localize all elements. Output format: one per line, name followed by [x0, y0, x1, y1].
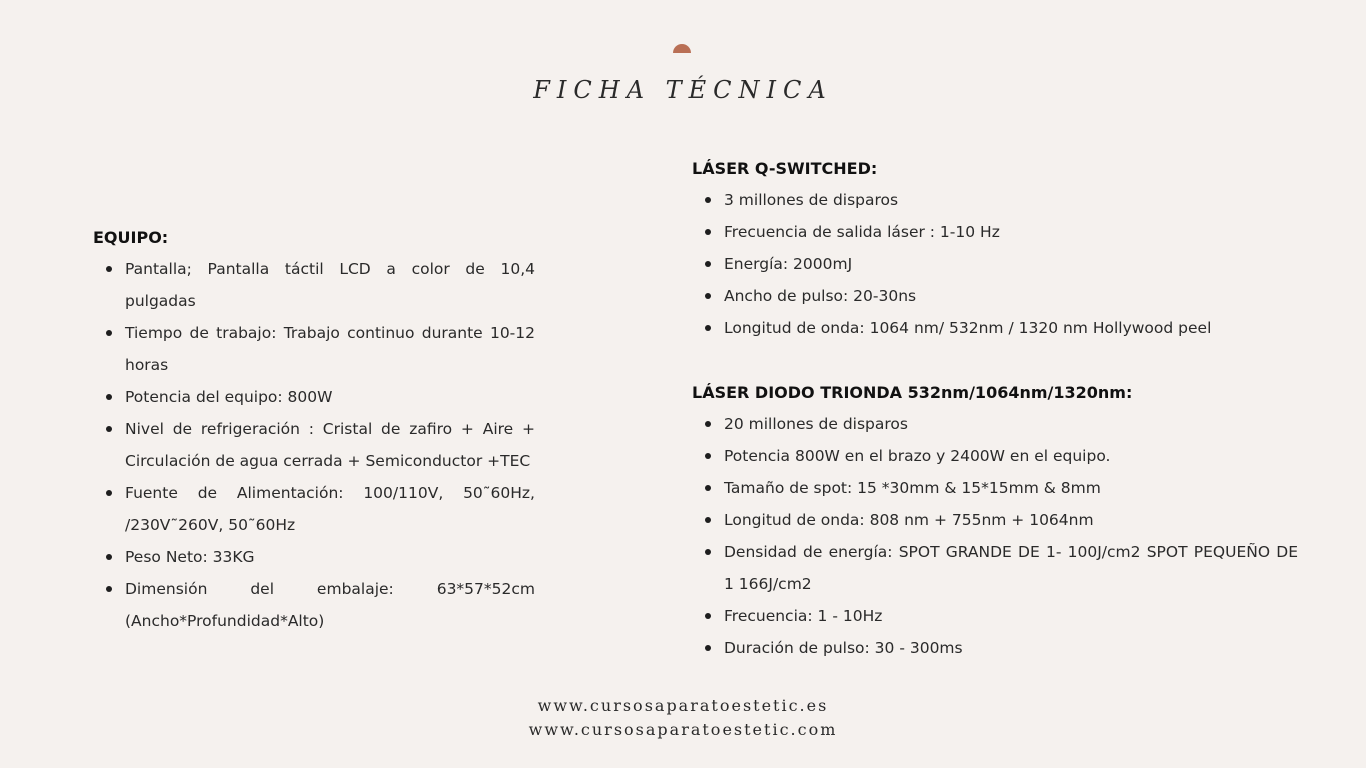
list-item: Potencia del equipo: 800W	[93, 381, 535, 413]
list-item: Fuente de Alimentación: 100/110V, 50˜60Hz, /230V˜260V, 50˜60Hz	[93, 477, 535, 541]
equipo-heading: EQUIPO:	[93, 228, 169, 247]
list-item: 3 millones de disparos	[692, 184, 1312, 216]
laser-qswitched-list	[692, 184, 1312, 344]
footer-website-es: www.cursosaparatoestetic.es	[537, 696, 829, 715]
decorative-half-circle	[673, 44, 691, 53]
list-item: Tiempo de trabajo: Trabajo continuo durante 10-12 horas	[93, 317, 535, 381]
list-item: Energía: 2000mJ	[692, 248, 1312, 280]
list-item: Potencia 800W en el brazo y 2400W en el equipo.	[692, 440, 1298, 472]
list-item: Peso Neto: 33KG	[93, 541, 535, 573]
list-item: Pantalla; Pantalla táctil LCD a color de 10,4 pulgadas	[93, 253, 535, 317]
laser-diodo-heading: LÁSER DIODO TRIONDA 532nm/1064nm/1320nm:	[692, 383, 1133, 402]
laser-qswitched-heading: LÁSER Q-SWITCHED:	[692, 159, 878, 178]
laser-diodo-list	[692, 408, 1298, 664]
footer-website-com: www.cursosaparatoestetic.com	[528, 720, 838, 739]
list-item: Frecuencia de salida láser : 1-10 Hz	[692, 216, 1312, 248]
list-item: Dimensión del embalaje: 63*57*52cm (Ancho*Profundidad*Alto)	[93, 573, 535, 637]
list-item: Longitud de onda: 1064 nm/ 532nm / 1320 nm Hollywood peel	[692, 312, 1312, 344]
list-item: Tamaño de spot: 15 *30mm & 15*15mm & 8mm	[692, 472, 1298, 504]
list-item: Nivel de refrigeración : Cristal de zafiro + Aire + Circulación de agua cerrada + Semiconductor +TEC	[93, 413, 535, 477]
list-item: Longitud de onda: 808 nm + 755nm + 1064nm	[692, 504, 1298, 536]
list-item: Frecuencia: 1 - 10Hz	[692, 600, 1298, 632]
list-item: Densidad de energía: SPOT GRANDE DE 1- 100J/cm2 SPOT PEQUEÑO DE 1 166J/cm2	[692, 536, 1298, 600]
list-item: Ancho de pulso: 20-30ns	[692, 280, 1312, 312]
equipo-list	[93, 253, 535, 637]
page-title: FICHA TÉCNICA	[533, 76, 833, 104]
list-item: 20 millones de disparos	[692, 408, 1298, 440]
list-item: Duración de pulso: 30 - 300ms	[692, 632, 1298, 664]
